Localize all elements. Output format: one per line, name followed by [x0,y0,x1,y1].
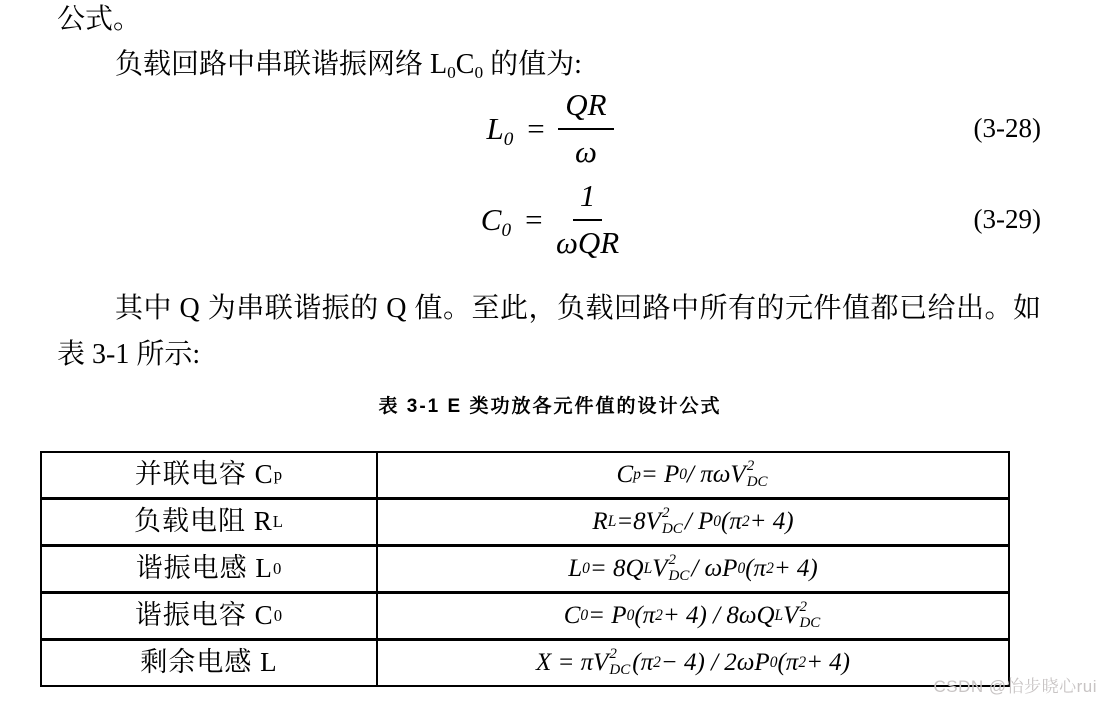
fraction [556,177,619,263]
equation-3-28-math [486,86,613,172]
equation-lhs: $L_0$ [486,110,514,150]
fraction-numerator: 1 [573,177,603,221]
table-caption: 表 3-1 E 类功放各元件值的设计公式 [378,396,722,417]
design-formula-table [40,451,1010,687]
table-row [42,500,1008,547]
formula-cell: X = πV 2 DC (π 2 − 4) / 2ωP 0 (π 2 + 4) [535,646,851,678]
fraction-denominator: ωQR [556,225,620,260]
equation-3-29-math [481,177,619,263]
equation-lhs: $C_0$ [480,201,512,241]
table-row [42,453,1008,500]
equals-sign: = [523,201,544,237]
table-row [42,641,1008,685]
paragraph-load-loop-intro: 负载回路中串联谐振网络 $L_0C_0$ 的值为: [115,49,582,83]
paragraph-q-value-line1: 其中 Q 为串联谐振的 Q 值。至此，负载回路中所有的元件值都已给出。如 [115,293,1042,324]
formula-cell: R L =8V 2 DC / P 0 (π 2 + 4) [592,505,794,537]
component-name-cell: 并联电容 C p [42,453,378,497]
formula-cell: L 0 = 8Q L V 2 DC / ωP 0 (π 2 + 4) [568,552,818,584]
paragraph-q-value-line2: 表 3-1 所示: [57,339,201,370]
paragraph-formula-end: 公式。 [57,4,142,35]
equation-number: (3-29) [973,204,1041,235]
fraction [558,86,613,172]
csdn-watermark: CSDN @怡步晓心rui [933,677,1097,696]
component-name-cell: 剩余电感 L [42,641,378,685]
table-row [42,594,1008,641]
component-name-cell: 谐振电容 C 0 [42,594,378,638]
equation-3-28 [0,87,1100,169]
equals-sign: = [525,110,547,146]
component-name-cell: 谐振电感 L 0 [42,547,378,591]
equation-number: (3-28) [973,113,1041,144]
formula-cell: C p = P 0 / πωV 2 DC [616,458,768,490]
component-name-cell: 负载电阻 R L [42,500,378,544]
formula-cell: C 0 = P 0 (π 2 + 4) / 8ωQ L V 2 DC [563,599,821,631]
table-row [42,547,1008,594]
equation-3-29 [0,178,1100,260]
fraction-numerator: QR [558,86,613,130]
fraction-denominator: ω [574,134,597,169]
